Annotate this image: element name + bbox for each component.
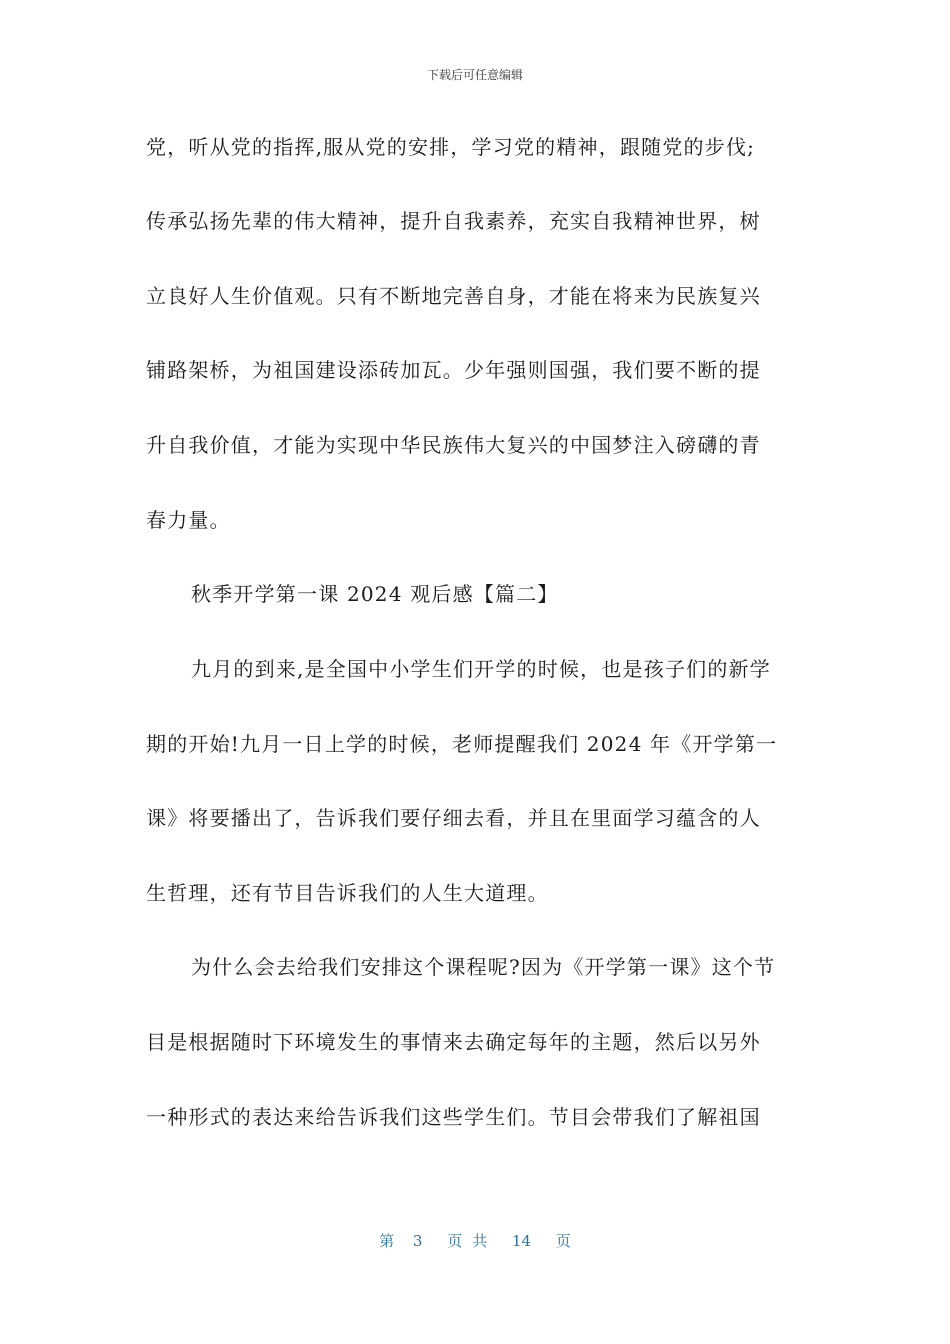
text-line: 立良好人生价值观。只有不断地完善自身，才能在将来为民族复兴 — [146, 284, 761, 308]
text-line: 一种形式的表达来给告诉我们这些学生们。节目会带我们了解祖国 — [146, 1105, 761, 1129]
text-line: 课》将要播出了，告诉我们要仔细去看，并且在里面学习蕴含的人 — [146, 806, 761, 830]
text-line: 传承弘扬先辈的伟大精神，提升自我素养，充实自我精神世界，树 — [146, 209, 761, 233]
text-line: 九月的到来,是全国中小学生们开学的时候，也是孩子们的新学 — [191, 657, 771, 681]
text-line: 为什么会去给我们安排这个课程呢?因为《开学第一课》这个节 — [191, 955, 776, 979]
footer-prefix: 第 — [379, 1232, 395, 1250]
text-line: 春力量。 — [146, 508, 231, 532]
page-footer — [0, 1230, 950, 1251]
text-line: 党，听从党的指挥,服从党的安排，学习党的精神，跟随党的步伐; — [146, 135, 756, 159]
section-heading: 秋季开学第一课 2024 观后感【篇二】 — [191, 582, 559, 606]
page-header: 下载后可任意编辑 — [426, 68, 523, 82]
text-line: 期的开始!九月一日上学的时候，老师提醒我们 2024 年《开学第一 — [146, 732, 778, 756]
text-line: 生哲理，还有节目告诉我们的人生大道理。 — [146, 881, 549, 905]
footer-middle: 页共 — [447, 1232, 498, 1250]
total-page-count: 14 — [512, 1232, 532, 1250]
text-line: 目是根据随时下环境发生的事情来去确定每年的主题，然后以另外 — [146, 1030, 761, 1054]
footer-suffix: 页 — [555, 1232, 571, 1250]
current-page-number: 3 — [412, 1232, 423, 1250]
text-line: 升自我价值，才能为实现中华民族伟大复兴的中国梦注入磅礴的青 — [146, 433, 761, 457]
text-line: 铺路架桥，为祖国建设添砖加瓦。少年强则国强，我们要不断的提 — [146, 358, 761, 382]
